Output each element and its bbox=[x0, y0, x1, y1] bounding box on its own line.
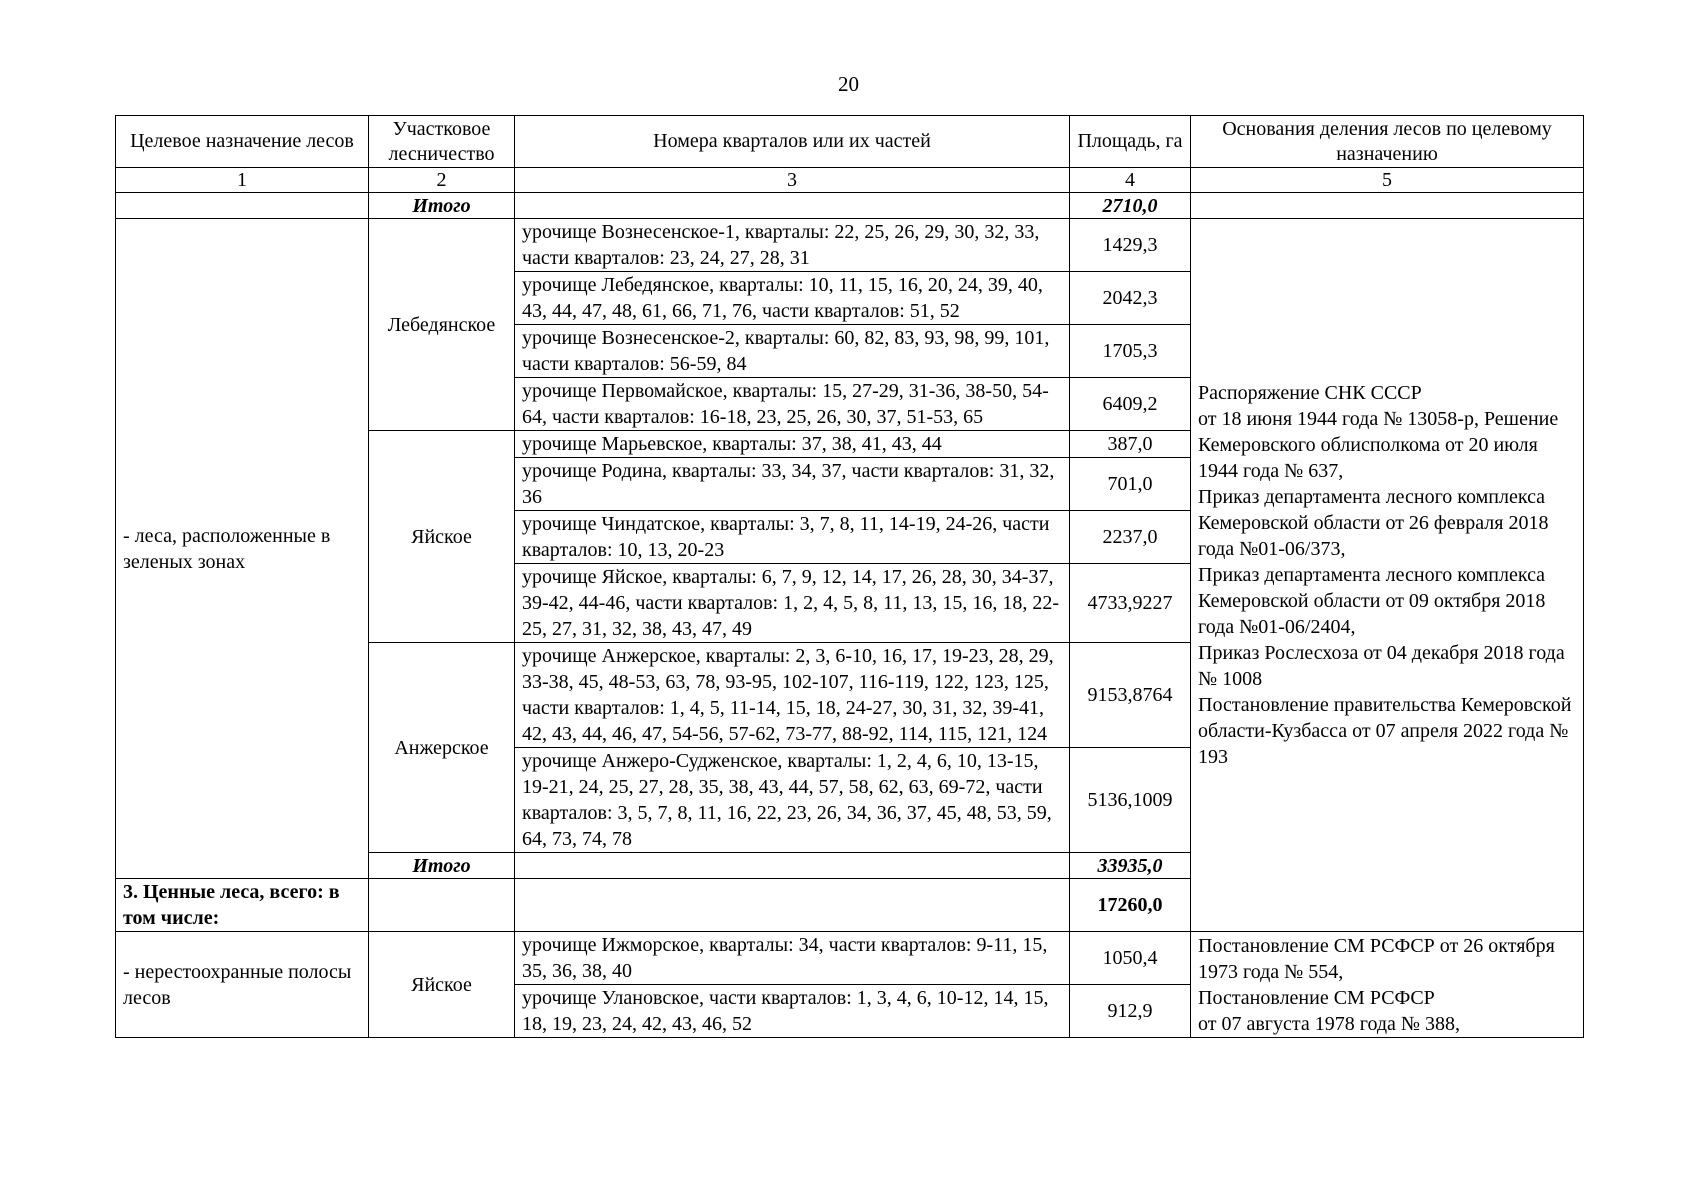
empty-cell bbox=[116, 193, 369, 219]
area-cell: 5136,1009 bbox=[1070, 748, 1191, 853]
table-row bbox=[116, 219, 1584, 272]
table-row bbox=[116, 193, 1584, 219]
quarters-cell: урочище Родина, кварталы: 33, 34, 37, части кварталов: 31, 32, 36 bbox=[515, 458, 1070, 511]
area-cell: 9153,8764 bbox=[1070, 643, 1191, 748]
header-number-4: 4 bbox=[1070, 168, 1191, 193]
empty-cell bbox=[515, 193, 1070, 219]
empty-cell bbox=[515, 879, 1070, 932]
section-title-valuable: 3. Ценные леса, всего: в том числе: bbox=[116, 879, 369, 932]
area-cell: 4733,9227 bbox=[1070, 564, 1191, 643]
header-purpose: Целевое назначение лесов bbox=[116, 116, 369, 168]
header-quarters: Номера кварталов или их частей bbox=[515, 116, 1070, 168]
purpose-green-zones: - леса, расположенные в зеленых зонах bbox=[116, 219, 369, 879]
quarters-cell: урочище Марьевское, кварталы: 37, 38, 41, 43, 44 bbox=[515, 431, 1070, 458]
header-area: Площадь, га bbox=[1070, 116, 1191, 168]
header-number-2: 2 bbox=[369, 168, 515, 193]
forestry-name: Анжерское bbox=[369, 643, 515, 853]
purpose-spawning: - нерестоохранные полосы лесов bbox=[116, 932, 369, 1038]
basis-green-zones: Распоряжение СНК СССР от 18 июня 1944 года № 13058-р, Решение Кемеровского облисполкома от 20 июля 1944 года № 637, Приказ департамента лесного комплекса Кемеровской области от 26 февраля 2018 года №01-06/373, Приказ департамента лесного комплекса Кемеровской области от 09 октября 2018 года №01-06/2404, Приказ Рослесхоза от 04 декабря 2018 года № 1008 Постановление правительства Кемеровской области-Кузбасса от 07 апреля 2022 года № 193 bbox=[1191, 219, 1584, 932]
area-cell: 6409,2 bbox=[1070, 378, 1191, 431]
header-number-5: 5 bbox=[1191, 168, 1584, 193]
basis-spawning: Постановление СМ РСФСР от 26 октября 1973 года № 554, Постановление СМ РСФСР от 07 августа 1978 года № 388, bbox=[1191, 932, 1584, 1038]
quarters-cell: урочище Яйское, кварталы: 6, 7, 9, 12, 14, 17, 26, 28, 30, 34-37, 39-42, 44-46, части кварталов: 1, 2, 4, 5, 8, 11, 13, 15, 16, 18, 22-25, 27, 31, 32, 38, 43, 47, 49 bbox=[515, 564, 1070, 643]
area-cell: 387,0 bbox=[1070, 431, 1191, 458]
itogo-label: Итого bbox=[369, 193, 515, 219]
area-cell: 2042,3 bbox=[1070, 272, 1191, 325]
header-forestry: Участковое лесничество bbox=[369, 116, 515, 168]
header-number-1: 1 bbox=[116, 168, 369, 193]
quarters-cell: урочище Анжерское, кварталы: 2, 3, 6-10, 16, 17, 19-23, 28, 29, 33-38, 45, 48-53, 63, 78, 93-95, 102-107, 116-119, 122, 123, 125, части кварталов: 1, 4, 5, 11-14, 15, 18, 24-27, 30, 31, 32, 39-41, 42, 43, 44, 46, 47, 54-56, 57-62, 73-77, 88-92, 114, 115, 121, 124 bbox=[515, 643, 1070, 748]
itogo-value: 2710,0 bbox=[1070, 193, 1191, 219]
area-cell: 2237,0 bbox=[1070, 511, 1191, 564]
forest-purpose-table bbox=[115, 115, 1584, 1038]
quarters-cell: урочище Анжеро-Судженское, кварталы: 1, 2, 4, 6, 10, 13-15, 19-21, 24, 25, 27, 28, 35, 38, 43, 44, 57, 58, 62, 63, 69-72, части кварталов: 3, 5, 7, 8, 11, 16, 22, 23, 26, 34, 36, 37, 45, 48, 53, 59, 64, 73, 74, 78 bbox=[515, 748, 1070, 853]
empty-cell bbox=[369, 879, 515, 932]
area-cell: 1429,3 bbox=[1070, 219, 1191, 272]
header-basis: Основания деления лесов по целевому назначению bbox=[1191, 116, 1584, 168]
empty-cell bbox=[515, 853, 1070, 879]
quarters-cell: урочище Вознесенское-2, кварталы: 60, 82, 83, 93, 98, 99, 101, части кварталов: 56-59, 84 bbox=[515, 325, 1070, 378]
empty-cell bbox=[1191, 193, 1584, 219]
quarters-cell: урочище Вознесенское-1, кварталы: 22, 25, 26, 29, 30, 32, 33, части кварталов: 23, 24, 27, 28, 31 bbox=[515, 219, 1070, 272]
valuable-total: 17260,0 bbox=[1070, 879, 1191, 932]
page-number: 20 bbox=[838, 72, 859, 96]
area-cell: 1050,4 bbox=[1070, 932, 1191, 985]
quarters-cell: урочище Чиндатское, кварталы: 3, 7, 8, 11, 14-19, 24-26, части кварталов: 10, 13, 20-23 bbox=[515, 511, 1070, 564]
itogo-value: 33935,0 bbox=[1070, 853, 1191, 879]
table-row bbox=[116, 932, 1584, 985]
area-cell: 912,9 bbox=[1070, 985, 1191, 1038]
quarters-cell: урочище Улановское, части кварталов: 1, 3, 4, 6, 10-12, 14, 15, 18, 19, 23, 24, 42, 43, 46, 52 bbox=[515, 985, 1070, 1038]
quarters-cell: урочище Первомайское, кварталы: 15, 27-29, 31-36, 38-50, 54-64, части кварталов: 16-18, 23, 25, 26, 30, 37, 51-53, 65 bbox=[515, 378, 1070, 431]
quarters-cell: урочище Лебедянское, кварталы: 10, 11, 15, 16, 20, 24, 39, 40, 43, 44, 47, 48, 61, 66, 71, 76, части кварталов: 51, 52 bbox=[515, 272, 1070, 325]
header-number-3: 3 bbox=[515, 168, 1070, 193]
forestry-name: Яйское bbox=[369, 431, 515, 643]
forestry-name: Яйское bbox=[369, 932, 515, 1038]
forestry-name: Лебедянское bbox=[369, 219, 515, 431]
area-cell: 1705,3 bbox=[1070, 325, 1191, 378]
quarters-cell: урочище Ижморское, кварталы: 34, части кварталов: 9-11, 15, 35, 36, 38, 40 bbox=[515, 932, 1070, 985]
area-cell: 701,0 bbox=[1070, 458, 1191, 511]
itogo-label: Итого bbox=[369, 853, 515, 879]
